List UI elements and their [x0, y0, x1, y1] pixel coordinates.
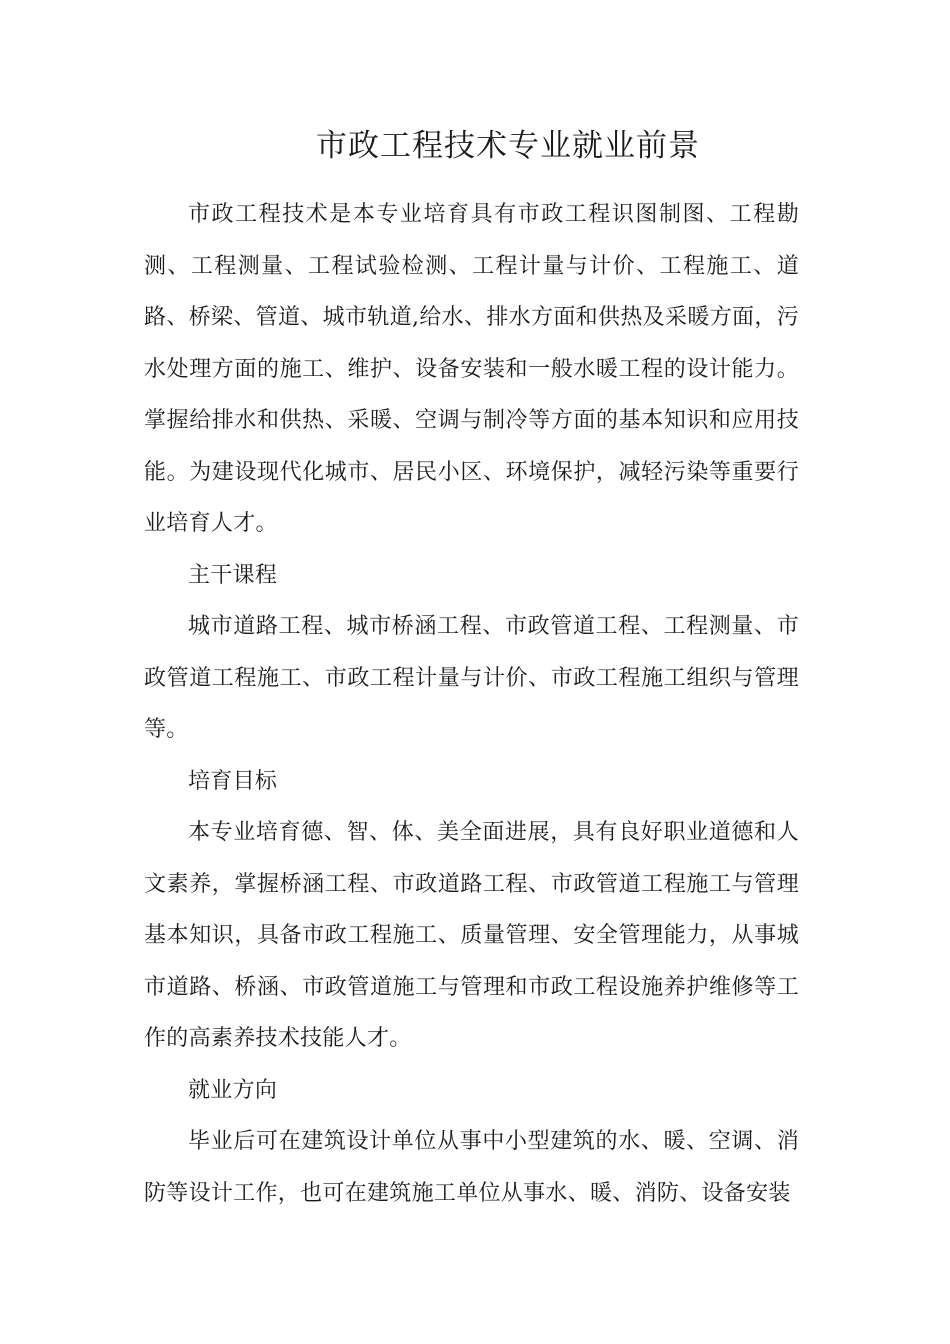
intro-paragraph: 市政工程技术是本专业培育具有市政工程识图制图、工程勘测、工程测量、工程试验检测、工程计量与计价、工程施工、道路、桥梁、管道、城市轨道,给水、排水方面和供热及采暖方面，污水处理方面的施工、维护、设备安装和一般水暖工程的设计能力。掌握给排水和供热、采暖、空调与制冷等方面的基本知识和应用技能。为建设现代化城市、居民小区、环境保护，减轻污染等重要行业培育人才。: [144, 202, 799, 536]
main-courses-paragraph: 城市道路工程、城市桥涵工程、市政管道工程、工程测量、市政管道工程施工、市政工程计量与计价、市政工程施工组织与管理等。: [144, 614, 799, 742]
section-heading-main-courses: 主干课程: [188, 562, 278, 588]
section-heading-career-direction: 就业方向: [188, 1077, 278, 1103]
training-goals-paragraph: 本专业培育德、智、体、美全面进展，具有良好职业道德和人文素养，掌握桥涵工程、市政道路工程、市政管道工程施工与管理基本知识，具备市政工程施工、质量管理、安全管理能力，从事城市道路、桥涵、市政管道施工与管理和市政工程设施养护维修等工作的高素养技术技能人才。: [144, 820, 799, 1051]
document-body: [144, 189, 799, 1219]
section-heading-training-goals: 培育目标: [188, 768, 278, 794]
document-title: 市政工程技术专业就业前景: [316, 128, 700, 164]
career-direction-paragraph: 毕业后可在建筑设计单位从事中小型建筑的水、暖、空调、消防等设计工作，也可在建筑施工单位从事水、暖、消防、设备安装: [144, 1129, 799, 1206]
